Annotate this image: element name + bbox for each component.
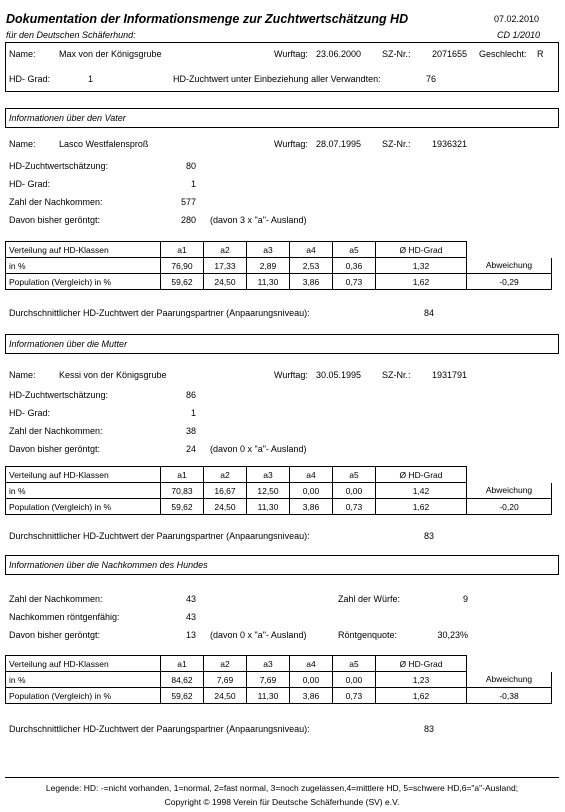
cell-a3: 12,50 xyxy=(247,483,290,499)
cell-a5: 0,36 xyxy=(333,258,376,274)
dog-wurftag: 23.06.2000 xyxy=(316,49,362,59)
row-label-population: Population (Vergleich) in % xyxy=(6,274,161,290)
table-header-hdgrad: Ø HD-Grad xyxy=(376,467,467,483)
mutter-geroentgt: 24 xyxy=(185,444,196,454)
row-label-in-pct: in % xyxy=(6,483,161,499)
cell-a3: 7,69 xyxy=(247,672,290,688)
mutter-durchschnitt: 83 xyxy=(424,531,435,541)
cell-a2: 24,50 xyxy=(204,499,247,515)
table-header-row xyxy=(6,242,552,258)
table-row xyxy=(6,258,552,274)
cell-a4: 3,86 xyxy=(290,688,333,704)
dog-zw: 76 xyxy=(426,74,437,84)
nachkommen-section-title: Informationen über die Nachkommen des Hundes xyxy=(9,560,208,570)
cell-a5: 0,00 xyxy=(333,672,376,688)
cell-a5: 0,73 xyxy=(333,688,376,704)
nk-ausland: (davon 0 x "a"- Ausland) xyxy=(210,630,307,640)
cell-a2: 16,67 xyxy=(204,483,247,499)
table-header-a5: a5 xyxy=(333,656,376,672)
nk-roentgenquote-label: Röntgenquote: xyxy=(338,630,398,640)
table-header-label: Verteilung auf HD-Klassen xyxy=(6,242,161,258)
nk-geroentgt: 13 xyxy=(185,630,196,640)
cell-a1: 70,83 xyxy=(161,483,204,499)
table-header-label: Verteilung auf HD-Klassen xyxy=(6,656,161,672)
mutter-zw: 86 xyxy=(185,390,196,400)
abweichung-value: -0,38 xyxy=(467,688,552,704)
cell-a2: 24,50 xyxy=(204,688,247,704)
nk-nachkommen: 43 xyxy=(185,594,196,604)
abweichung-value: -0,29 xyxy=(467,274,552,290)
nk-roentgenquote: 30,23% xyxy=(437,630,468,640)
cell-a2: 24,50 xyxy=(204,274,247,290)
cell-a4: 0,00 xyxy=(290,483,333,499)
dog-sex-label: Geschlecht: xyxy=(479,49,527,59)
mutter-nachkommen-label: Zahl der Nachkommen: xyxy=(9,426,103,436)
table-header-a5: a5 xyxy=(333,242,376,258)
dog-sznr-label: SZ-Nr.: xyxy=(382,49,411,59)
mutter-sznr: 1931791 xyxy=(432,370,468,380)
cell-a5: 0,00 xyxy=(333,483,376,499)
vater-ausland: (davon 3 x "a"- Ausland) xyxy=(210,215,307,225)
nk-durchschnitt: 83 xyxy=(424,724,435,734)
cell-a4: 3,86 xyxy=(290,274,333,290)
mutter-geroentgt-label: Davon bisher geröntgt: xyxy=(9,444,101,454)
cd-version: CD 1/2010 xyxy=(497,30,541,40)
table-header-a1: a1 xyxy=(161,467,204,483)
vater-zw: 80 xyxy=(185,161,196,171)
table-header-hdgrad: Ø HD-Grad xyxy=(376,656,467,672)
nk-roentgenfaehig: 43 xyxy=(185,612,196,622)
footer-legend: Legende: HD: -=nicht vorhanden, 1=normal, 2=fast normal, 3=noch zugelassen,4=mittlere HD, 5=schwere HD,6="a"-Ausland; xyxy=(45,783,519,793)
cell-a1: 84,62 xyxy=(161,672,204,688)
dog-sznr: 2071655 xyxy=(432,49,468,59)
vater-wurftag-label: Wurftag: xyxy=(274,139,308,149)
table-header-label: Verteilung auf HD-Klassen xyxy=(6,467,161,483)
mutter-wurftag-label: Wurftag: xyxy=(274,370,308,380)
cell-a4: 2,53 xyxy=(290,258,333,274)
table-header-a4: a4 xyxy=(290,467,333,483)
row-label-in-pct: in % xyxy=(6,258,161,274)
vater-sznr: 1936321 xyxy=(432,139,468,149)
vater-name-label: Name: xyxy=(9,139,36,149)
cell-a4: 0,00 xyxy=(290,672,333,688)
cell-hdgrad: 1,62 xyxy=(376,274,467,290)
table-row xyxy=(6,499,552,515)
cell-hdgrad: 1,62 xyxy=(376,499,467,515)
mutter-name: Kessi von der Königsgrube xyxy=(59,370,167,380)
table-header-a3: a3 xyxy=(247,242,290,258)
cell-hdgrad: 1,42 xyxy=(376,483,467,499)
cell-a1: 59,62 xyxy=(161,274,204,290)
vater-hdgrad: 1 xyxy=(190,179,196,189)
table-header-a3: a3 xyxy=(247,656,290,672)
table-header-a5: a5 xyxy=(333,467,376,483)
nk-nachkommen-label: Zahl der Nachkommen: xyxy=(9,594,103,604)
row-label-population: Population (Vergleich) in % xyxy=(6,499,161,515)
table-header-hdgrad: Ø HD-Grad xyxy=(376,242,467,258)
nk-roentgenfaehig-label: Nachkommen röntgenfähig: xyxy=(9,612,120,622)
vater-nachkommen-label: Zahl der Nachkommen: xyxy=(9,197,103,207)
mutter-zw-label: HD-Zuchtwertschätzung: xyxy=(9,390,109,400)
mutter-wurftag: 30.05.1995 xyxy=(316,370,362,380)
abweichung-label: Abweichung xyxy=(467,483,552,499)
vater-section-title: Informationen über den Vater xyxy=(9,113,126,123)
mutter-distribution-table xyxy=(5,466,552,515)
vater-nachkommen: 577 xyxy=(180,197,196,207)
mutter-sznr-label: SZ-Nr.: xyxy=(382,370,411,380)
mutter-name-label: Name: xyxy=(9,370,36,380)
dog-wurftag-label: Wurftag: xyxy=(274,49,308,59)
abweichung-label: Abweichung xyxy=(467,672,552,688)
abweichung-value: -0,20 xyxy=(467,499,552,515)
nk-geroentgt-label: Davon bisher geröntgt: xyxy=(9,630,101,640)
table-header-a3: a3 xyxy=(247,467,290,483)
mutter-hdgrad-label: HD- Grad: xyxy=(9,408,51,418)
cell-a3: 11,30 xyxy=(247,499,290,515)
dog-hdgrad-label: HD- Grad: xyxy=(9,74,51,84)
page-title: Dokumentation der Informationsmenge zur Zuchtwertschätzung HD xyxy=(6,12,409,26)
table-header-a4: a4 xyxy=(290,656,333,672)
table-header-row xyxy=(6,467,552,483)
footer-divider xyxy=(5,777,559,778)
cell-a5: 0,73 xyxy=(333,274,376,290)
table-row xyxy=(6,688,552,704)
cell-hdgrad: 1,23 xyxy=(376,672,467,688)
dog-name: Max von der Königsgrube xyxy=(59,49,162,59)
table-row xyxy=(6,483,552,499)
vater-durchschnitt-label: Durchschnittlicher HD-Zuchtwert der Paarungspartner (Anpaarungsniveau): xyxy=(9,308,310,318)
cell-hdgrad: 1,62 xyxy=(376,688,467,704)
vater-durchschnitt: 84 xyxy=(424,308,435,318)
table-header-a1: a1 xyxy=(161,242,204,258)
cell-a3: 11,30 xyxy=(247,688,290,704)
table-header-row xyxy=(6,656,552,672)
table-row xyxy=(6,274,552,290)
table-header-a4: a4 xyxy=(290,242,333,258)
mutter-hdgrad: 1 xyxy=(190,408,196,418)
dog-sex: R xyxy=(537,49,544,59)
vater-wurftag: 28.07.1995 xyxy=(316,139,362,149)
mutter-ausland: (davon 0 x "a"- Ausland) xyxy=(210,444,307,454)
vater-geroentgt: 280 xyxy=(180,215,196,225)
nachkommen-distribution-table xyxy=(5,655,552,704)
vater-distribution-table xyxy=(5,241,552,290)
abweichung-label: Abweichung xyxy=(467,258,552,274)
cell-a2: 17,33 xyxy=(204,258,247,274)
table-header-a2: a2 xyxy=(204,242,247,258)
vater-name: Lasco Westfalensproß xyxy=(59,139,149,149)
row-label-in-pct: in % xyxy=(6,672,161,688)
vater-geroentgt-label: Davon bisher geröntgt: xyxy=(9,215,101,225)
dog-zw-label: HD-Zuchtwert unter Einbeziehung aller Verwandten: xyxy=(173,74,381,84)
table-row xyxy=(6,672,552,688)
dog-name-label: Name: xyxy=(9,49,36,59)
cell-a4: 3,86 xyxy=(290,499,333,515)
print-date: 07.02.2010 xyxy=(494,14,540,24)
vater-sznr-label: SZ-Nr.: xyxy=(382,139,411,149)
cell-a1: 59,62 xyxy=(161,688,204,704)
page-subtitle: für den Deutschen Schäferhund: xyxy=(6,30,136,40)
nk-durchschnitt-label: Durchschnittlicher HD-Zuchtwert der Paarungspartner (Anpaarungsniveau): xyxy=(9,724,310,734)
table-header-a2: a2 xyxy=(204,656,247,672)
nk-wuerfe-label: Zahl der Würfe: xyxy=(338,594,401,604)
nk-wuerfe: 9 xyxy=(462,594,468,604)
mutter-section-title: Informationen über die Mutter xyxy=(9,339,128,349)
table-header-a2: a2 xyxy=(204,467,247,483)
mutter-nachkommen: 38 xyxy=(185,426,196,436)
vater-zw-label: HD-Zuchtwertschätzung: xyxy=(9,161,109,171)
cell-hdgrad: 1,32 xyxy=(376,258,467,274)
cell-a1: 59,62 xyxy=(161,499,204,515)
table-header-a1: a1 xyxy=(161,656,204,672)
cell-a3: 11,30 xyxy=(247,274,290,290)
row-label-population: Population (Vergleich) in % xyxy=(6,688,161,704)
dog-hdgrad: 1 xyxy=(88,74,94,84)
cell-a1: 76,90 xyxy=(161,258,204,274)
mutter-durchschnitt-label: Durchschnittlicher HD-Zuchtwert der Paarungspartner (Anpaarungsniveau): xyxy=(9,531,310,541)
cell-a2: 7,69 xyxy=(204,672,247,688)
cell-a5: 0,73 xyxy=(333,499,376,515)
vater-hdgrad-label: HD- Grad: xyxy=(9,179,51,189)
footer-copyright: Copyright © 1998 Verein für Deutsche Schäferhunde (SV) e.V. xyxy=(164,797,400,807)
cell-a3: 2,89 xyxy=(247,258,290,274)
